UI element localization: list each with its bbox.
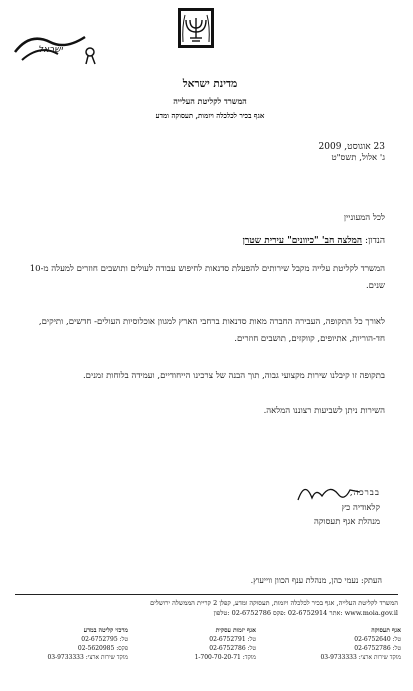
footer-column-title: מרכזי קליטה במדע: [83, 627, 128, 634]
footer-column-title: אגף יזמות עסקית: [215, 627, 256, 634]
signer-name: קלאודיה כץ: [341, 503, 380, 513]
footer-column-title: אגף תעסוקה: [371, 627, 401, 634]
state-name: מדינת ישראל: [182, 78, 238, 90]
footer-column-line: טל: 02-6752640: [354, 636, 401, 643]
body-paragraph-3: בתקופה זו קיבלנו שירות מקצועי גבוה, תוך הבנה של צרכינו הייחודיים, ועמידה בלוחות זמנים.: [82, 371, 385, 381]
footer-column-line: פקס: 02-5620985: [77, 645, 128, 652]
footer-column-line: טל: 02-6752786: [209, 645, 256, 652]
ministry-name: המשרד לקליטת העלייה: [173, 96, 247, 106]
date-hebrew: ג' אלול, תשס"ט: [331, 153, 385, 163]
footer-contact: www.moia.gov.il :אתר 02-6752914 :פקס 02-6752786 :טלפון: [213, 609, 398, 617]
cc-line: העתק: נעמי כהן, מנהלת ענף הכוון ווייעוץ.: [250, 576, 382, 585]
signoff-blessing: בברכה,: [349, 488, 380, 498]
footer-column-line: טל: 02-6752791: [209, 636, 256, 643]
subject-text: המלצה חב' "כיוונים" עירית שטרן: [242, 236, 363, 246]
logo-text: ישראל: [38, 45, 63, 55]
subject-line: [70, 235, 385, 246]
footer-column-science: [20, 626, 128, 662]
signer-role: מנהלת אגף תעסוקה: [313, 517, 380, 527]
date-gregorian: 23 אוגוסט, 2009: [318, 142, 385, 152]
footer-divider: [15, 594, 398, 595]
footer-column-employment: [293, 626, 401, 662]
footer-column-line: טל: 02-6752795: [81, 636, 128, 643]
body-paragraph-2: לאורך כל התקופה, העבירה החברה מאות סדנאות ברחבי הארץ למגוון אוכלוסיות העולים- חדשים, ותיקים, חד-הוריות, אתיופים, קווקזים, תושבים חוזרים.: [38, 317, 385, 344]
department-name: אגף בכיר לכלכלה ויזמות, תעסוקה ומדע: [155, 111, 265, 120]
recipient: לכל המעוניין: [343, 213, 385, 223]
footer-address: המשרד לקליטת העלייה, אגף בכיר לכלכלה ויזמות, תעסוקה ומדע, קפלן 2 קריית הממשלה ירושלים: [150, 599, 398, 607]
footer-column-line: מוקד שירות ארצי: 03-9733333: [320, 654, 401, 661]
footer-column-line: מוקד שירות ארצי: 03-9733333: [47, 654, 128, 661]
body-paragraph-1: המשרד לקליטת עלייה מקבל שירותים להפעלת סדנאות לחיפוש עבודה לעולים ותושבים חוזרים למעלה מ-10 שנים.: [29, 264, 385, 291]
israel-logo: [10, 22, 100, 72]
subject-prefix: הנדון:: [364, 236, 385, 246]
body-paragraph-4: השירות ניתן לשביעות רצוננו המלאה.: [263, 406, 385, 416]
footer-column-line: טל: 02-6752786: [354, 645, 401, 652]
state-emblem-icon: [176, 6, 216, 50]
footer-column-line: מוקד: 1-700-70-20-71: [194, 654, 256, 661]
footer-column-entrepreneurship: [148, 626, 256, 662]
